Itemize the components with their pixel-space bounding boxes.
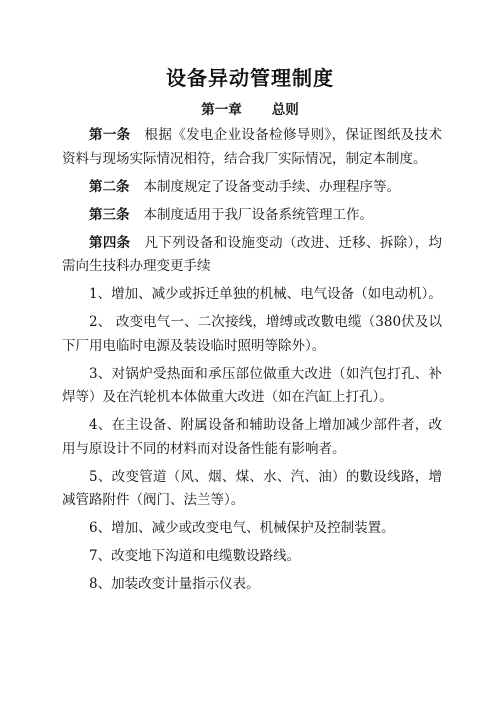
list-item-paragraph: [62, 517, 442, 541]
list-item-paragraph: [62, 363, 442, 410]
document-title: 设备异动管理制度: [166, 66, 334, 90]
paragraph-text: 凡下列设备和设施变动（改进、迁移、拆除），均需向生技科办理变更手续: [62, 234, 442, 274]
article-label: 第三条: [89, 206, 130, 223]
paragraph-text: 3、对锅炉受热面和承压部位做重大改进（如汽包打孔、补焊等）及在汽轮机本体做重大改进（如在汽缸上打孔）。: [62, 365, 442, 405]
paragraph-text: 2、 改变电气一、二次接线，增缚或改數电缆（380伏及以下厂用电临时电源及装设临时照明等除外）。: [62, 314, 442, 354]
paragraph-text: 本制度适用于我厂设备系统管理工作。: [143, 206, 373, 223]
chapter-name: 总则: [271, 102, 299, 118]
article-label: 第四条: [89, 234, 131, 251]
paragraph-text: 本制度规定了设备变动手续、办理程序等。: [143, 178, 400, 195]
list-item-paragraph: [62, 466, 442, 513]
paragraph-text: 5、改变管道（风、烟、煤、水、汽、油）的數设线路，增减管路附件（阀门、法兰等）。: [62, 468, 442, 508]
article-label: 第二条: [89, 178, 130, 195]
article-paragraph: [62, 204, 442, 228]
list-item-paragraph: [62, 283, 442, 307]
paragraph-text: 6、增加、减少或改变电气、机械保护及控制装置。: [89, 520, 395, 536]
chapter-heading: [0, 98, 500, 118]
paragraph-text: 1、增加、减少或拆迁单独的机械、电气设备（如电动机）。: [89, 286, 442, 302]
article-paragraph: [62, 124, 442, 171]
paragraph-text: 4、在主设备、附属设备和辅助设备上增加减少部件者，改用与原设计不同的材料而对设备性能有影响者。: [62, 417, 442, 457]
chapter-number: 第一章: [201, 102, 242, 118]
list-item-paragraph: [62, 414, 442, 461]
document-body: [62, 124, 442, 601]
paragraph-text: 根据《发电企业设备检修导则》，保证图纸及技术资料与现场实际情况相符，结合我厂实际情况，制定本制度。: [62, 127, 442, 167]
article-label: 第一条: [89, 127, 131, 143]
paragraph-text: 8、加装改变计量指示仪表。: [89, 576, 260, 592]
list-item-paragraph: [62, 311, 442, 358]
article-paragraph: [62, 176, 442, 200]
paragraph-text: 7、改变地下沟道和电缆數设路线。: [89, 548, 301, 564]
article-paragraph: [62, 232, 442, 279]
list-item-paragraph: [62, 573, 442, 597]
list-item-paragraph: [62, 545, 442, 569]
